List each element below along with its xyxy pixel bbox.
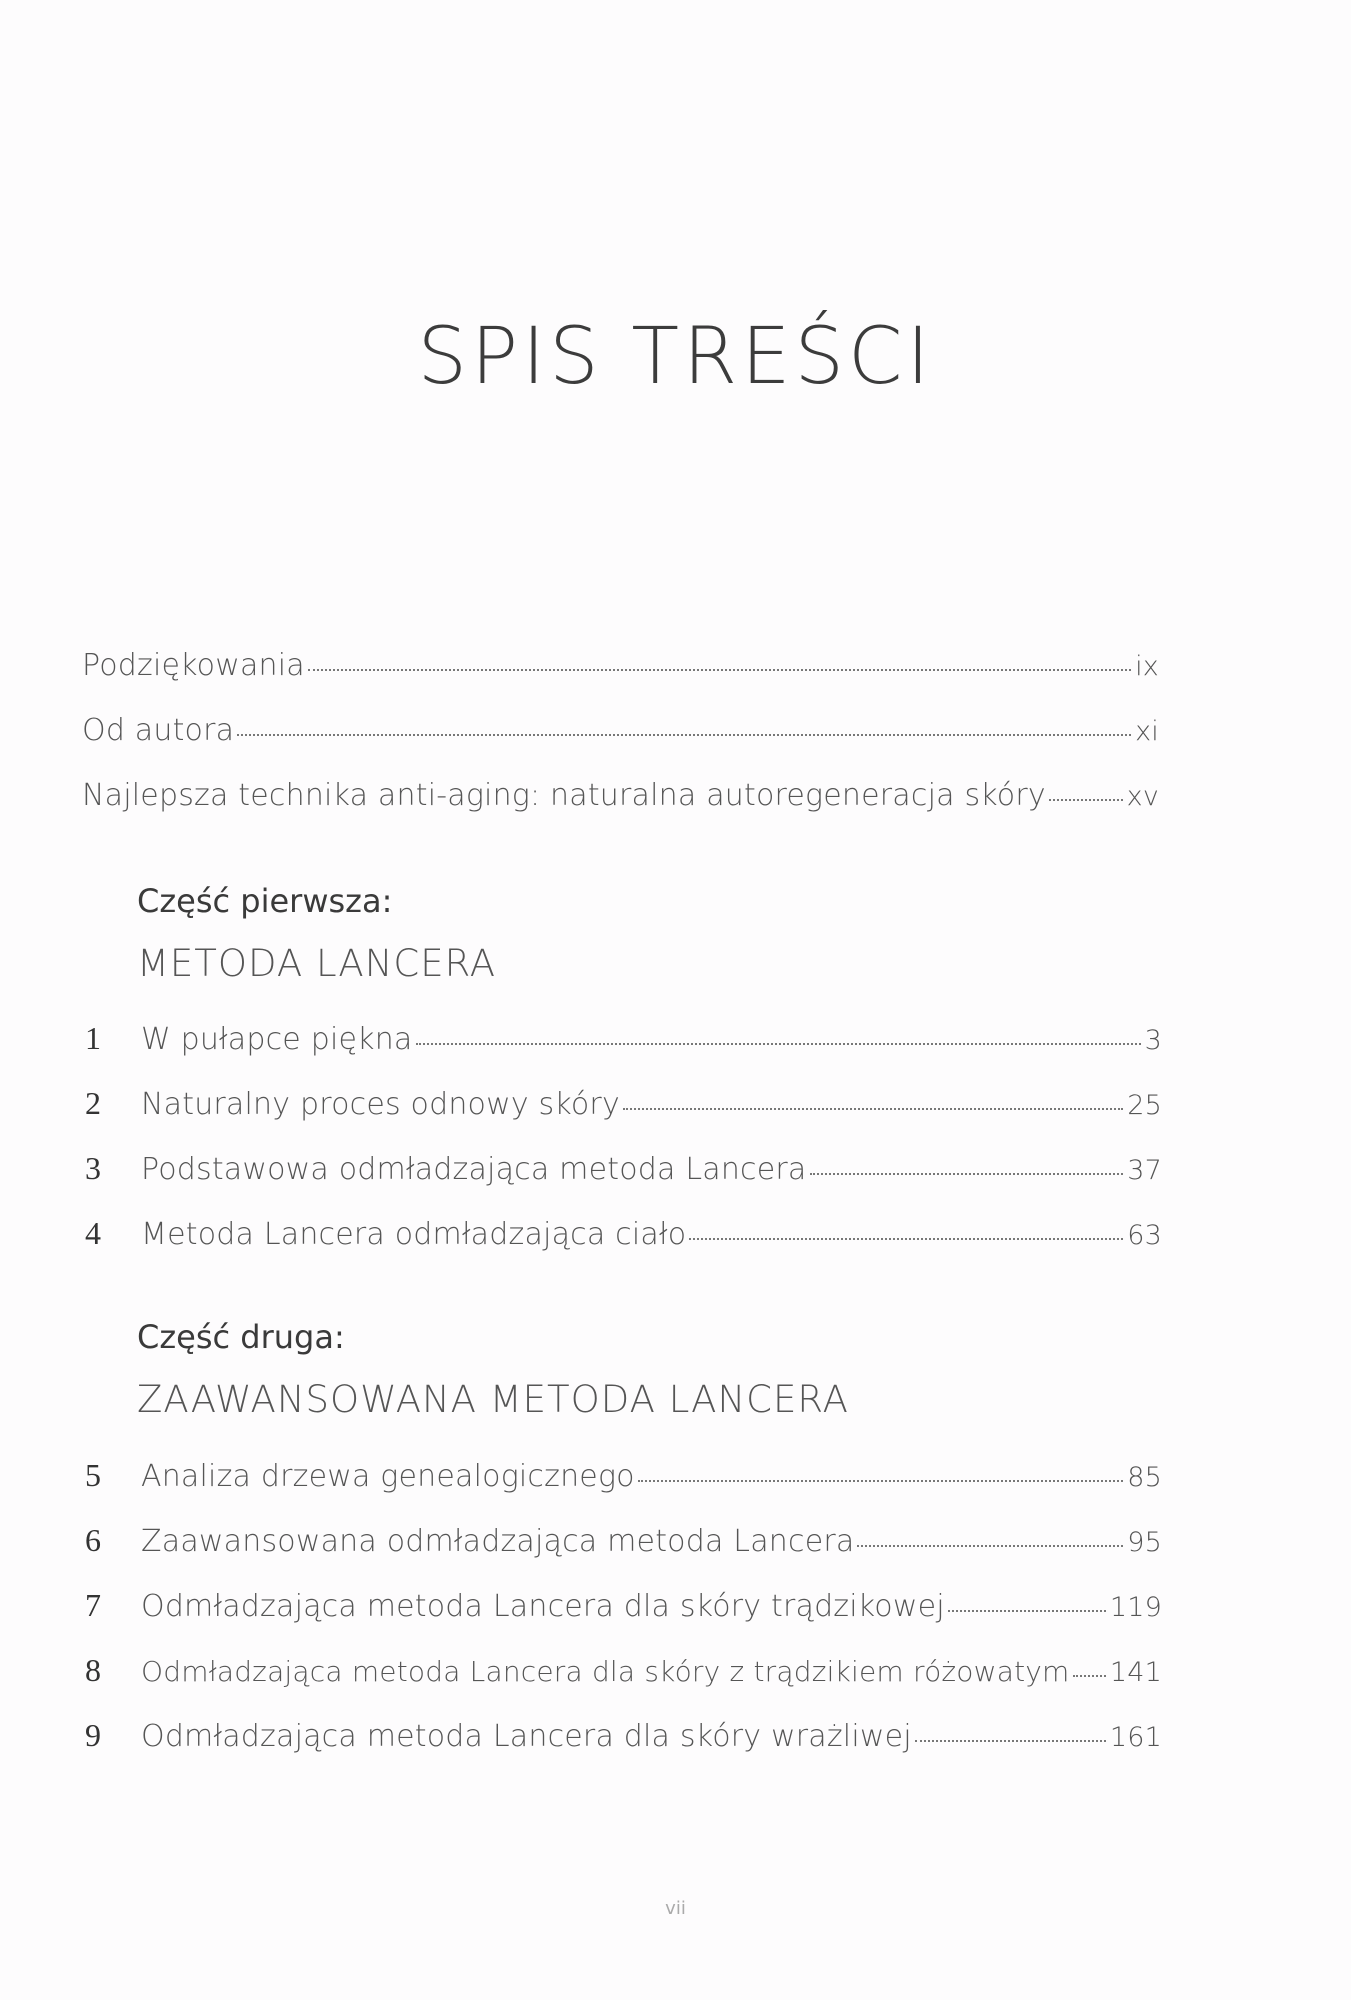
dot-leader [915,1740,1106,1742]
dot-leader [1049,799,1123,801]
dot-leader [857,1545,1123,1547]
chapter-page: 85 [1127,1462,1162,1493]
dot-leader [623,1108,1123,1110]
dot-leader [638,1480,1124,1482]
chapter-page: 37 [1127,1155,1162,1186]
entry-label: Podziękowania [82,648,305,683]
chapter-label: Naturalny proces odnowy skóry [141,1087,620,1122]
chapter-label: Zaawansowana odmładzająca metoda Lancera [141,1524,855,1559]
chapter-number: 7 [85,1587,102,1623]
toc-chapter [82,1150,1162,1198]
chapter-label: W pułapce piękna [141,1022,413,1057]
toc-chapter [82,1717,1162,1765]
dot-leader [308,669,1131,671]
toc-chapter [82,1652,1162,1700]
entry-label: Od autora [82,713,235,748]
chapter-label: Odmładzająca metoda Lancera dla skóry wrażliwej [141,1719,912,1754]
chapter-number: 1 [85,1020,102,1056]
dot-leader [416,1043,1141,1045]
dot-leader [810,1173,1124,1175]
chapter-page: 161 [1109,1722,1162,1753]
dot-leader [689,1238,1123,1240]
part-subtitle: Część pierwsza: [137,882,393,920]
chapter-number: 8 [85,1652,102,1688]
chapter-page: 3 [1144,1025,1162,1056]
part-title: ZAAWANSOWANA METODA LANCERA [137,1378,849,1421]
toc-chapter [82,1457,1162,1505]
entry-page: ix [1135,651,1159,682]
toc-entry [82,648,1159,696]
entry-page: xv [1126,781,1159,812]
chapter-label: Analiza drzewa genealogicznego [141,1459,635,1494]
chapter-page: 95 [1127,1527,1162,1558]
part-subtitle: Część druga: [137,1318,345,1356]
toc-entry [82,778,1159,826]
toc-chapter [82,1215,1162,1263]
dot-leader [237,734,1131,736]
chapter-number: 6 [85,1522,102,1558]
toc-entry [82,713,1159,761]
chapter-label: Podstawowa odmładzająca metoda Lancera [141,1152,807,1187]
chapter-page: 25 [1127,1090,1162,1121]
entry-page: xi [1135,716,1159,747]
chapter-number: 9 [85,1717,102,1753]
toc-chapter [82,1020,1162,1068]
part-title: METODA LANCERA [137,942,497,985]
chapter-label: Metoda Lancera odmładzająca ciało [141,1217,687,1252]
page-number: vii [665,1898,686,1919]
dot-leader [948,1610,1106,1612]
entry-label: Najlepsza technika anti-aging: naturalna autoregeneracja skóry [82,778,1046,813]
chapter-page: 141 [1109,1657,1162,1688]
chapter-number: 3 [85,1150,102,1186]
dot-leader [1073,1675,1106,1677]
chapter-page: 63 [1127,1220,1162,1251]
chapter-number: 4 [85,1215,102,1251]
page-title: SPIS TREŚCI [417,312,934,402]
chapter-label: Odmładzająca metoda Lancera dla skóry z trądzikiem różowatym [141,1655,1070,1688]
chapter-label: Odmładzająca metoda Lancera dla skóry trądzikowej [141,1589,945,1624]
toc-chapter [82,1522,1162,1570]
toc-chapter [82,1085,1162,1133]
chapter-number: 5 [85,1457,102,1493]
toc-chapter [82,1587,1162,1635]
chapter-page: 119 [1109,1592,1162,1623]
chapter-number: 2 [85,1085,102,1121]
